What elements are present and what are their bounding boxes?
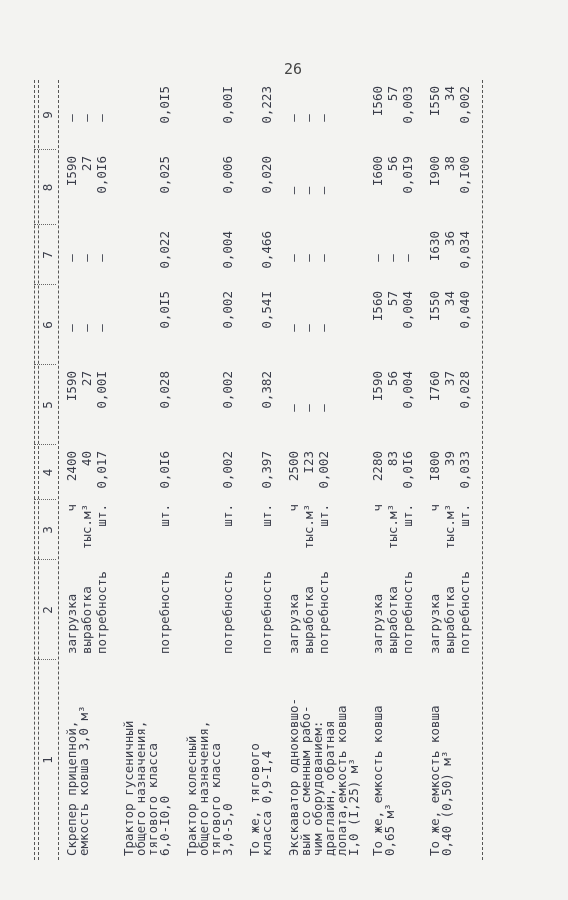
page-number: 26: [284, 60, 303, 78]
value-cell: 0,033: [457, 451, 472, 489]
item-name-line: Экскаватор одноковшо-: [286, 697, 301, 856]
item-name-line: Скрепер прицепной,: [64, 720, 79, 856]
value-cell: –: [316, 404, 331, 412]
indicator-label: выработка: [79, 586, 94, 654]
value-cell: –: [286, 324, 301, 332]
value-cell: 0,028: [157, 371, 172, 409]
value-cell: 0,0I5: [157, 86, 172, 124]
value-cell: –: [286, 404, 301, 412]
table-bottom-rule: [482, 80, 483, 860]
value-cell: 0,006: [220, 156, 235, 194]
value-cell: 27: [79, 156, 94, 172]
value-cell: 0,223: [259, 86, 274, 124]
value-cell: 0,002: [220, 451, 235, 489]
value-cell: 39: [442, 451, 457, 467]
value-cell: I600: [370, 156, 385, 187]
value-cell: 34: [442, 86, 457, 102]
value-cell: 2500: [286, 451, 301, 482]
value-cell: 56: [385, 156, 400, 172]
value-cell: 0,017: [94, 451, 109, 489]
value-cell: –: [286, 114, 301, 122]
value-cell: –: [94, 324, 109, 332]
column-separator: [34, 149, 56, 150]
column-header: 1: [40, 756, 55, 764]
value-cell: –: [94, 254, 109, 262]
value-cell: –: [301, 114, 316, 122]
item-name-line: чим оборудованием:: [310, 720, 325, 856]
value-cell: –: [64, 324, 79, 332]
value-cell: I550: [427, 86, 442, 117]
value-cell: 0,0I6: [400, 451, 415, 489]
table-top-rule: [34, 80, 35, 860]
indicator-label: загрузка: [64, 593, 79, 654]
value-cell: 2400: [64, 451, 79, 482]
item-name-line: 3,0-5,0: [220, 803, 235, 856]
value-cell: 27: [79, 371, 94, 387]
unit-label: шт.: [94, 504, 109, 527]
table-top-rule-inner: [38, 80, 39, 860]
indicator-label: выработка: [442, 586, 457, 654]
column-separator: [34, 224, 56, 225]
unit-label: шт.: [157, 504, 172, 527]
item-name-line: Трактор гусеничный: [121, 720, 136, 856]
value-cell: 0,034: [457, 231, 472, 269]
value-cell: 0,002: [220, 371, 235, 409]
indicator-label: загрузка: [286, 593, 301, 654]
value-cell: –: [301, 324, 316, 332]
value-cell: –: [316, 114, 331, 122]
value-cell: 57: [385, 291, 400, 307]
rotated-table: [32, 80, 552, 860]
column-header: 7: [40, 251, 55, 259]
value-cell: I560: [370, 291, 385, 322]
header-bottom-rule: [58, 80, 59, 860]
item-name-line: класса 0,9-I,4: [259, 750, 274, 856]
indicator-label: загрузка: [370, 593, 385, 654]
column-header: 9: [40, 111, 55, 119]
value-cell: I900: [427, 156, 442, 187]
item-name-line: общего назначения,: [133, 720, 148, 856]
value-cell: –: [79, 114, 94, 122]
value-cell: 0,003: [400, 86, 415, 124]
column-separator: [34, 444, 56, 445]
column-header: 4: [40, 468, 55, 477]
unit-label: шт.: [220, 504, 235, 527]
value-cell: 0,020: [259, 156, 274, 194]
column-header: 8: [40, 183, 55, 192]
indicator-label: выработка: [301, 586, 316, 654]
value-cell: –: [385, 254, 400, 262]
unit-label: шт.: [400, 504, 415, 527]
indicator-label: потребность: [400, 571, 415, 654]
value-cell: I630: [427, 231, 442, 262]
item-name-line: То же, емкость ковша: [370, 705, 385, 856]
value-cell: –: [64, 254, 79, 262]
value-cell: –: [316, 186, 331, 195]
value-cell: 38: [442, 156, 457, 172]
indicator-label: потребность: [457, 571, 472, 654]
unit-label: шт.: [457, 504, 472, 527]
value-cell: 0,004: [400, 371, 415, 409]
value-cell: I760: [427, 371, 442, 402]
item-name-line: тягового класса: [208, 743, 223, 856]
value-cell: –: [79, 324, 94, 332]
value-cell: 0,0I9: [400, 156, 415, 194]
item-name-line: драглайн, обратная: [322, 720, 337, 856]
value-cell: –: [286, 186, 301, 195]
unit-label: тыс.м³: [442, 504, 457, 550]
value-cell: –: [301, 404, 316, 412]
value-cell: 36: [442, 231, 457, 247]
column-separator: [34, 499, 56, 500]
item-name-line: 0,65 м³: [382, 803, 397, 856]
value-cell: 0,397: [259, 451, 274, 489]
value-cell: 57: [385, 86, 400, 102]
value-cell: 0,54I: [259, 291, 274, 329]
column-header: 5: [40, 401, 55, 409]
value-cell: 0,00I: [94, 371, 109, 409]
value-cell: 37: [442, 371, 457, 387]
value-cell: 83: [385, 451, 400, 467]
item-name-line: лопата,емкость ковша: [334, 705, 349, 856]
value-cell: 0,004: [400, 291, 415, 329]
value-cell: –: [301, 254, 316, 262]
value-cell: 0,0I6: [94, 156, 109, 194]
value-cell: 34: [442, 291, 457, 307]
value-cell: I550: [427, 291, 442, 322]
indicator-label: потребность: [259, 571, 274, 654]
value-cell: 0,025: [157, 156, 172, 194]
column-header: 6: [40, 321, 55, 329]
item-name-line: I,0 (I,25) м³: [346, 758, 361, 856]
item-name-line: 0,40 (0,50) м³: [439, 750, 454, 856]
column-separator: [34, 559, 56, 560]
value-cell: 0,382: [259, 371, 274, 409]
value-cell: –: [316, 254, 331, 262]
item-name-line: тягового класса: [145, 743, 160, 856]
column-header: 2: [40, 606, 55, 614]
value-cell: 0,00I: [220, 86, 235, 124]
column-separator: [34, 659, 56, 660]
value-cell: I590: [64, 371, 79, 402]
unit-label: ч: [64, 504, 79, 512]
value-cell: 0,0I6: [157, 451, 172, 489]
unit-label: ч: [370, 504, 385, 512]
unit-label: шт.: [316, 504, 331, 527]
value-cell: –: [94, 114, 109, 122]
value-cell: 0,I00: [457, 156, 472, 194]
value-cell: –: [79, 254, 94, 262]
value-cell: 0,466: [259, 231, 274, 269]
value-cell: 2280: [370, 451, 385, 482]
column-header: 3: [40, 526, 55, 534]
unit-label: ч: [286, 504, 301, 512]
value-cell: I590: [64, 156, 79, 187]
value-cell: –: [301, 186, 316, 195]
indicator-label: потребность: [316, 571, 331, 654]
value-cell: I590: [370, 371, 385, 402]
value-cell: –: [286, 254, 301, 262]
unit-label: шт.: [259, 504, 274, 527]
unit-label: тыс.м³: [79, 504, 94, 550]
unit-label: ч: [427, 504, 442, 512]
value-cell: I800: [427, 451, 442, 482]
value-cell: 40: [79, 451, 94, 467]
value-cell: 0,0I5: [157, 291, 172, 329]
item-name-line: общего назначения,: [196, 720, 211, 856]
item-name-line: Трактор колесный: [184, 735, 199, 856]
value-cell: –: [64, 114, 79, 122]
value-cell: –: [316, 324, 331, 332]
value-cell: –: [400, 254, 415, 262]
value-cell: 0,002: [457, 86, 472, 124]
unit-label: тыс.м³: [385, 504, 400, 550]
indicator-label: выработка: [385, 586, 400, 654]
item-name-line: вый со сменным рабо-: [298, 705, 313, 856]
indicator-label: потребность: [157, 571, 172, 654]
indicator-label: потребность: [94, 571, 109, 654]
value-cell: 0,040: [457, 291, 472, 329]
item-name-line: То же, тягового: [247, 743, 262, 856]
indicator-label: потребность: [220, 571, 235, 654]
value-cell: 56: [385, 371, 400, 387]
column-separator: [34, 364, 56, 365]
column-separator: [34, 284, 56, 285]
item-name-line: То же, емкость ковша: [427, 705, 442, 856]
value-cell: 0,022: [157, 231, 172, 269]
item-name-line: 6,0-I0,0: [157, 795, 172, 856]
indicator-label: загрузка: [427, 593, 442, 654]
value-cell: –: [370, 254, 385, 262]
unit-label: тыс.м³: [301, 504, 316, 550]
value-cell: 0,002: [220, 291, 235, 329]
value-cell: I23: [301, 451, 316, 474]
value-cell: 0,002: [316, 451, 331, 489]
value-cell: 0,004: [220, 231, 235, 269]
item-name-line: емкость ковша 3,0 м³: [76, 705, 91, 856]
value-cell: I560: [370, 86, 385, 117]
value-cell: 0,028: [457, 371, 472, 409]
